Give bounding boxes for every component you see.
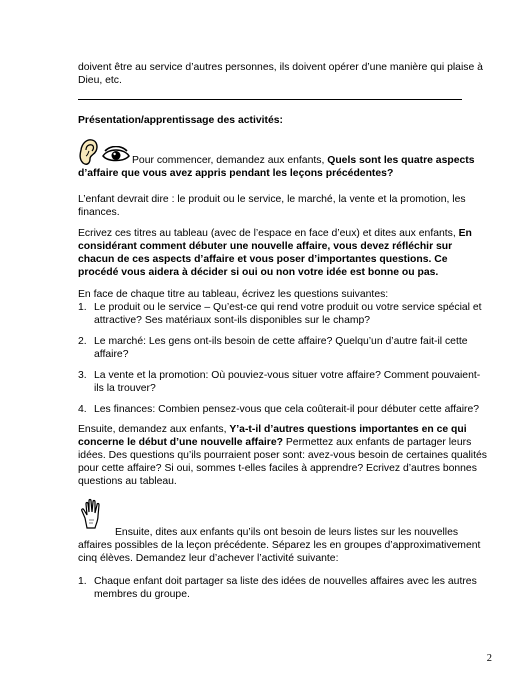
expected-answer-paragraph: L’enfant devrait dire : le produit ou le service, le marché, la vente et la promotion, les finances.	[78, 194, 466, 218]
page-number: 2	[486, 653, 492, 664]
horizontal-rule	[78, 99, 462, 100]
write-titles-paragraph: Ecrivez ces titres au tableau (avec de l’espace en face d’eux) et dites aux enfants, En considérant comment débuter une nouvelle affaire, vous devez réfléchir sur chacun de ces aspects d’affaire et vous poser d’importantes questions. Ce procédé vous aidera à décider si oui ou non votre idée est bonne ou pas.	[78, 228, 472, 278]
list-item: 1. Chaque enfant doit partager sa liste des idées de nouvelles affaires avec les autres membres du groupe.	[78, 576, 477, 600]
questions-intro: En face de chaque titre au tableau, écrivez les questions suivantes:	[78, 289, 389, 300]
list-item: 4. Les finances: Combien pensez-vous que cela coûterait-il pour débuter cette affaire?	[78, 404, 480, 415]
intro-paragraph: Pour commencer, demandez aux enfants, Quels sont les quatre aspects d’affaire que vous avez appris pendant les leçons précédentes?	[78, 155, 475, 179]
continuation-paragraph: doivent être au service d’autres personnes, ils doivent opérer d’une manière qui plaise à Dieu, etc.	[78, 62, 483, 86]
list-item: 2. Le marché: Les gens ont-ils besoin de cette affaire? Quelqu’un d’autre fait-il cette affaire?	[78, 336, 468, 360]
list-item: 3. La vente et la promotion: Où pouviez-vous situer votre affaire? Comment pouvaient-ils la trouver?	[78, 370, 481, 394]
activity-paragraph: Ensuite, dites aux enfants qu’ils ont besoin de leurs listes sur les nouvelles affaires possibles de la leçon précédente. Séparez les en groupes d’approximativement cinq élèves. Demandez leur d’achever l’activité suivante:	[78, 527, 481, 564]
section-heading: Présentation/apprentissage des activités:	[78, 115, 284, 126]
ensuite-paragraph: Ensuite, demandez aux enfants, Y’a-t-il d’autres questions importantes en ce qui concerne le début d’une nouvelle affaire? Permettez aux enfants de partager leurs idées. Des questions qu’ils pourraient poser sont: avez-vous besoin de certaines qualités pour cette affaire? Si oui, sommes t-elles faciles à apprendre? Ecrivez d’autres bonnes questions au tableau.	[78, 424, 487, 487]
list-item: 1. Le produit ou le service – Qu’est-ce qui rend votre produit ou votre service spécial et attractive? Ses matériaux sont-ils disponibles sur le champ?	[78, 302, 482, 326]
